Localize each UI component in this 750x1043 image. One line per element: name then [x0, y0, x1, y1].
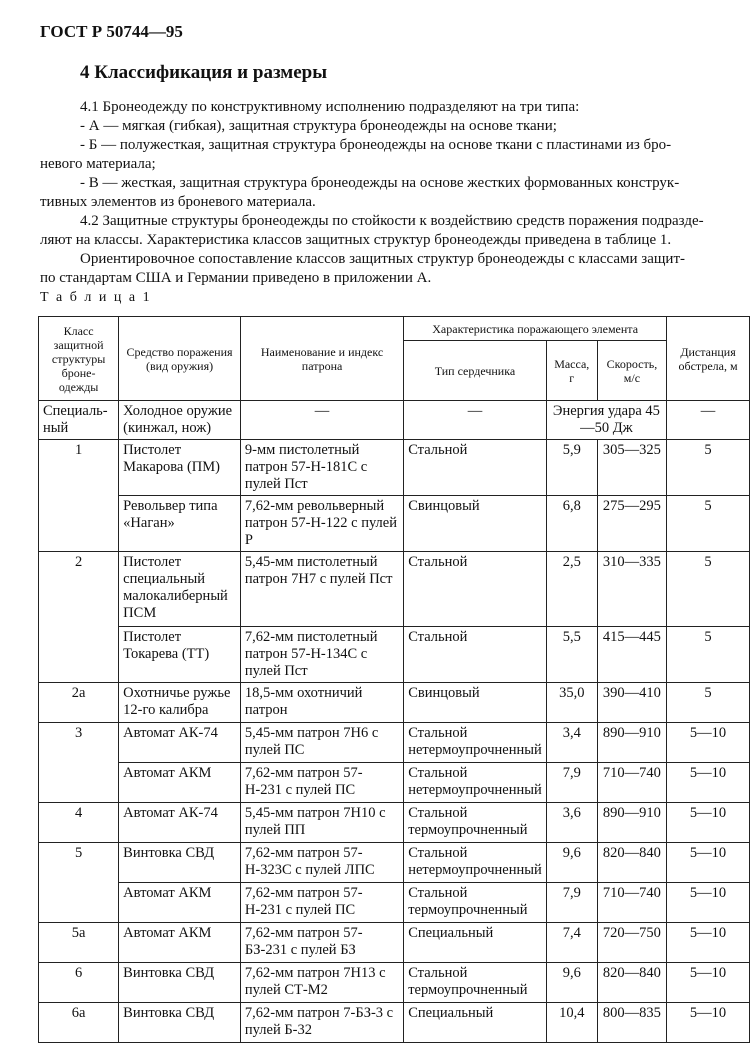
speed-cell: 800—835	[597, 1003, 666, 1043]
speed-cell: 710—740	[597, 763, 666, 803]
header-class: Класс защитной структуры броне-одежды	[39, 317, 119, 401]
distance-cell: 5—10	[667, 963, 750, 1003]
table-caption: Т а б л и ц а 1	[40, 290, 152, 305]
paragraph-line: - А — мягкая (гибкая), защитная структура бронеодежды на основе ткани;	[80, 118, 557, 134]
weapon-cell: Холодное оружие (кинжал, нож)	[119, 401, 241, 440]
header-group: Характеристика поражающего элемента	[404, 317, 667, 341]
table-row	[39, 843, 750, 883]
class-cell: 2	[39, 552, 119, 683]
core-cell: Стальной нетермоупрочненный	[404, 723, 547, 763]
class-cell: Специаль-ный	[39, 401, 119, 440]
speed-cell: 390—410	[597, 683, 666, 723]
header-mass: Масса, г	[546, 341, 597, 401]
core-cell: Свинцовый	[404, 496, 547, 552]
distance-cell: 5—10	[667, 803, 750, 843]
paragraph-line: 4.1 Бронеодежду по конструктивному исполнению подразделяют на три типа:	[80, 99, 580, 115]
cartridge-cell: 5,45-мм патрон 7Н6 с пулей ПС	[240, 723, 403, 763]
distance-cell: 5—10	[667, 1003, 750, 1043]
weapon-cell: Пистолет Токарева (ТТ)	[119, 627, 241, 683]
mass-cell: 35,0	[546, 683, 597, 723]
mass-cell: 2,5	[546, 552, 597, 627]
mass-cell: 7,9	[546, 883, 597, 923]
header-distance: Дистанция обстрела, м	[667, 317, 750, 401]
mass-cell: 5,5	[546, 627, 597, 683]
mass-cell: 3,4	[546, 723, 597, 763]
paragraph-line: невого материала;	[40, 156, 156, 172]
core-cell: —	[404, 401, 547, 440]
speed-cell: 305—325	[597, 440, 666, 496]
core-cell: Стальной	[404, 552, 547, 627]
classification-table	[38, 316, 750, 1043]
table-row	[39, 683, 750, 723]
weapon-cell: Винтовка СВД	[119, 963, 241, 1003]
table-row	[39, 440, 750, 496]
cartridge-cell: 7,62-мм пистолетный патрон 57-Н-134С с пулей Пст	[240, 627, 403, 683]
class-cell: 5а	[39, 923, 119, 963]
weapon-cell: Автомат АК-74	[119, 803, 241, 843]
table-row	[39, 1003, 750, 1043]
table-row	[39, 923, 750, 963]
cartridge-cell: 7,62-мм патрон 7Н13 с пулей СТ-М2	[240, 963, 403, 1003]
distance-cell: 5	[667, 496, 750, 552]
speed-cell: 710—740	[597, 883, 666, 923]
paragraph-line: Ориентировочное сопоставление классов защитных структур бронеодежды с классами защит-	[80, 251, 686, 267]
weapon-cell: Винтовка СВД	[119, 1003, 241, 1043]
weapon-cell: Автомат АКМ	[119, 923, 241, 963]
weapon-cell: Охотничье ружье 12-го калибра	[119, 683, 241, 723]
speed-cell: 820—840	[597, 963, 666, 1003]
weapon-cell: Револьвер типа «Наган»	[119, 496, 241, 552]
weapon-cell: Пистолет специальный малокалиберный ПСМ	[119, 552, 241, 627]
weapon-cell: Автомат АК-74	[119, 723, 241, 763]
speed-cell: 890—910	[597, 803, 666, 843]
class-cell: 5	[39, 843, 119, 923]
distance-cell: —	[667, 401, 750, 440]
header-core: Тип сердечника	[404, 341, 547, 401]
weapon-cell: Автомат АКМ	[119, 883, 241, 923]
cartridge-cell: 9-мм пистолетный патрон 57-Н-181С с пулей Пст	[240, 440, 403, 496]
distance-cell: 5—10	[667, 723, 750, 763]
distance-cell: 5—10	[667, 923, 750, 963]
table-row	[39, 627, 750, 683]
core-cell: Свинцовый	[404, 683, 547, 723]
table-row	[39, 763, 750, 803]
distance-cell: 5—10	[667, 763, 750, 803]
cartridge-cell: 7,62-мм патрон 57-БЗ-231 с пулей БЗ	[240, 923, 403, 963]
class-cell: 1	[39, 440, 119, 552]
paragraph-line: - В — жесткая, защитная структура бронеодежды на основе жестких формованных конструк-	[80, 175, 680, 191]
mass-cell: 7,4	[546, 923, 597, 963]
table-row	[39, 496, 750, 552]
document-header: ГОСТ Р 50744—95	[40, 22, 183, 41]
core-cell: Стальной нетермоупрочненный	[404, 843, 547, 883]
header-speed: Скорость, м/с	[597, 341, 666, 401]
mass-cell: 6,8	[546, 496, 597, 552]
mass-cell: 5,9	[546, 440, 597, 496]
speed-cell: 890—910	[597, 723, 666, 763]
mass-cell: 7,9	[546, 763, 597, 803]
cartridge-cell: 7,62-мм патрон 57-Н-323С с пулей ЛПС	[240, 843, 403, 883]
energy-cell: Энергия удара 45—50 Дж	[546, 401, 666, 440]
cartridge-cell: 7,62-мм револьверный патрон 57-Н-122 с пулей Р	[240, 496, 403, 552]
header-cartridge: Наименование и индекс патрона	[240, 317, 403, 401]
mass-cell: 3,6	[546, 803, 597, 843]
table-row	[39, 401, 750, 440]
mass-cell: 10,4	[546, 1003, 597, 1043]
speed-cell: 310—335	[597, 552, 666, 627]
distance-cell: 5	[667, 683, 750, 723]
core-cell: Специальный	[404, 1003, 547, 1043]
cartridge-cell: 7,62-мм патрон 7-БЗ-3 с пулей Б-32	[240, 1003, 403, 1043]
cartridge-cell: —	[240, 401, 403, 440]
paragraph-line: - Б — полужесткая, защитная структура бронеодежды на основе ткани с пластинами из бро-	[80, 137, 672, 153]
mass-cell: 9,6	[546, 843, 597, 883]
cartridge-cell: 7,62-мм патрон 57-Н-231 с пулей ПС	[240, 763, 403, 803]
core-cell: Стальной термоупрочненный	[404, 883, 547, 923]
weapon-cell: Винтовка СВД	[119, 843, 241, 883]
distance-cell: 5	[667, 552, 750, 627]
class-cell: 6	[39, 963, 119, 1003]
cartridge-cell: 7,62-мм патрон 57-Н-231 с пулей ПС	[240, 883, 403, 923]
core-cell: Стальной	[404, 440, 547, 496]
table-row	[39, 552, 750, 627]
section-title: 4 Классификация и размеры	[80, 62, 328, 83]
core-cell: Стальной	[404, 627, 547, 683]
cartridge-cell: 18,5-мм охотничий патрон	[240, 683, 403, 723]
distance-cell: 5	[667, 440, 750, 496]
paragraph-line: ляют на классы. Характеристика классов защитных структур бронеодежды приведена в таблице 1.	[40, 232, 672, 248]
core-cell: Стальной термоупрочненный	[404, 963, 547, 1003]
weapon-cell: Пистолет Макарова (ПМ)	[119, 440, 241, 496]
paragraph-line: по стандартам США и Германии приведено в приложении А.	[40, 270, 432, 286]
table-row	[39, 963, 750, 1003]
table-row	[39, 723, 750, 763]
cartridge-cell: 5,45-мм патрон 7Н10 с пулей ПП	[240, 803, 403, 843]
core-cell: Специальный	[404, 923, 547, 963]
header-weapon: Средство поражения (вид оружия)	[119, 317, 241, 401]
speed-cell: 415—445	[597, 627, 666, 683]
core-cell: Стальной нетермоупрочненный	[404, 763, 547, 803]
paragraph-line: 4.2 Защитные структуры бронеодежды по стойкости к воздействию средств поражения подразде-	[80, 213, 704, 229]
distance-cell: 5	[667, 627, 750, 683]
distance-cell: 5—10	[667, 883, 750, 923]
speed-cell: 275—295	[597, 496, 666, 552]
class-cell: 3	[39, 723, 119, 803]
table-row	[39, 803, 750, 843]
cartridge-cell: 5,45-мм пистолетный патрон 7Н7 с пулей Пст	[240, 552, 403, 627]
class-cell: 6а	[39, 1003, 119, 1043]
mass-cell: 9,6	[546, 963, 597, 1003]
paragraph-line: тивных элементов из броневого материала.	[40, 194, 316, 210]
speed-cell: 820—840	[597, 843, 666, 883]
distance-cell: 5—10	[667, 843, 750, 883]
core-cell: Стальной термоупрочненный	[404, 803, 547, 843]
speed-cell: 720—750	[597, 923, 666, 963]
weapon-cell: Автомат АКМ	[119, 763, 241, 803]
class-cell: 2а	[39, 683, 119, 723]
table-row	[39, 883, 750, 923]
class-cell: 4	[39, 803, 119, 843]
